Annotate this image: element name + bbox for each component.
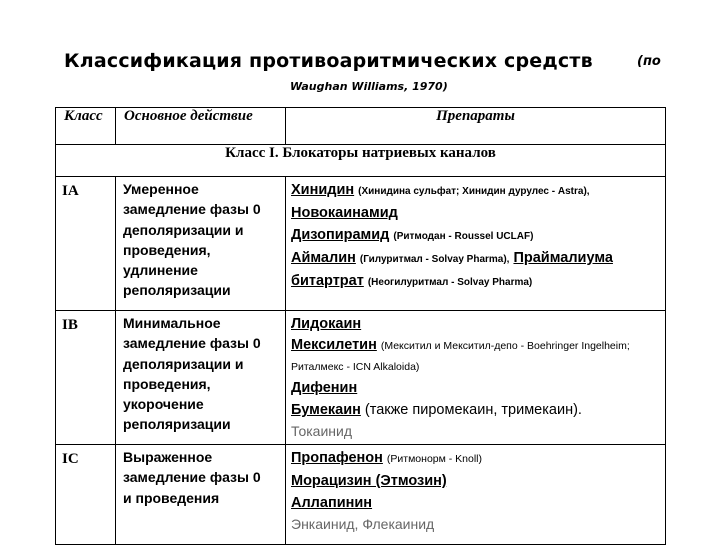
drug-name: Пропафенон bbox=[291, 450, 383, 466]
action-line: укорочение bbox=[123, 396, 204, 413]
drug-name: Хинидин bbox=[291, 182, 355, 198]
class-cell: IC bbox=[56, 445, 116, 545]
drug-line bbox=[291, 179, 661, 202]
drug-brand: (Гилуритмал - Solvay Pharma), bbox=[359, 254, 510, 265]
drug-brand: (Хинидина сульфат; Хинидин дурулес - Astra), bbox=[358, 186, 590, 197]
drug-line bbox=[291, 202, 661, 224]
action-line: проведения, bbox=[123, 375, 211, 392]
drug-line: Токаинид bbox=[291, 423, 353, 439]
drug-name: Праймалиума bbox=[513, 250, 613, 266]
drug-brand: (Мекситил и Мекситил-депо - Boehringer Ingelheim; Риталмекс - ICN Alkaloida) bbox=[291, 340, 630, 373]
header-class: Класс bbox=[56, 108, 116, 145]
drug-line bbox=[291, 447, 661, 470]
drug-line: Энкаинид, Флекаинид bbox=[291, 516, 435, 532]
action-line: Умеренное bbox=[123, 181, 199, 197]
section-row bbox=[56, 145, 666, 177]
drug-line bbox=[291, 335, 661, 377]
classification-table bbox=[55, 107, 666, 545]
drug-name: битартрат bbox=[291, 273, 364, 289]
drug-name: Дизопирамид bbox=[291, 227, 390, 243]
class-cell: IB bbox=[56, 311, 116, 445]
drug-name: Аллапинин bbox=[291, 495, 373, 511]
drug-line bbox=[291, 399, 661, 421]
action-line: удлинение bbox=[123, 262, 198, 279]
table-row bbox=[56, 177, 666, 311]
table-row bbox=[56, 311, 666, 445]
action-line: деполяризации и bbox=[123, 221, 244, 238]
header-action: Основное действие bbox=[116, 108, 286, 145]
drug-brand: (Неогилуритмал - Solvay Pharma) bbox=[367, 277, 533, 288]
drug-line bbox=[291, 377, 661, 399]
drugs-cell bbox=[286, 177, 666, 311]
table-row bbox=[56, 445, 666, 545]
action-line: Выраженное bbox=[123, 449, 213, 465]
drug-brand: (Ритмонорм - Knoll) bbox=[386, 453, 483, 465]
drug-line bbox=[291, 270, 661, 293]
drugs-cell bbox=[286, 445, 666, 545]
action-line: реполяризации bbox=[123, 416, 231, 433]
section-title: Класс I. Блокаторы натриевых каналов bbox=[56, 145, 666, 177]
header-drugs: Препараты bbox=[286, 108, 666, 145]
drug-name: Аймалин bbox=[291, 250, 356, 266]
drug-brand: (Ритмодан - Roussel UCLAF) bbox=[393, 231, 534, 242]
drug-line bbox=[291, 313, 661, 335]
drugs-cell bbox=[286, 311, 666, 445]
drug-line bbox=[291, 247, 661, 270]
action-line: деполяризации и bbox=[123, 355, 244, 372]
action-line: Минимальное bbox=[123, 315, 221, 331]
drug-name: Морацизин (Этмозин) bbox=[291, 473, 447, 489]
action-line: проведения, bbox=[123, 241, 211, 258]
drug-name: Бумекаин bbox=[291, 402, 361, 418]
action-line: замедление фазы 0 bbox=[123, 335, 261, 352]
drug-line bbox=[291, 224, 661, 247]
class-cell: IA bbox=[56, 177, 116, 311]
drug-name: Мексилетин bbox=[291, 337, 377, 353]
drug-name: Дифенин bbox=[291, 380, 358, 396]
drug-name: Лидокаин bbox=[291, 316, 362, 332]
action-cell bbox=[116, 311, 286, 445]
action-line: замедление фазы 0 bbox=[123, 469, 261, 486]
action-line: реполяризации bbox=[123, 282, 231, 299]
drug-name: Новокаинамид bbox=[291, 205, 398, 221]
action-line: замедление фазы 0 bbox=[123, 201, 261, 218]
title-citation-prefix: (по bbox=[637, 54, 661, 69]
action-cell bbox=[116, 177, 286, 311]
action-cell bbox=[116, 445, 286, 545]
action-line: и проведения bbox=[123, 489, 220, 506]
drug-line bbox=[291, 470, 661, 492]
page-title: Классификация противоаритмических средств bbox=[64, 50, 593, 72]
drug-note: (также пиромекаин, тримекаин). bbox=[364, 402, 582, 418]
drug-line bbox=[291, 492, 661, 514]
title-citation: Waughan Williams, 1970) bbox=[290, 80, 448, 93]
table-header-row bbox=[56, 108, 666, 145]
